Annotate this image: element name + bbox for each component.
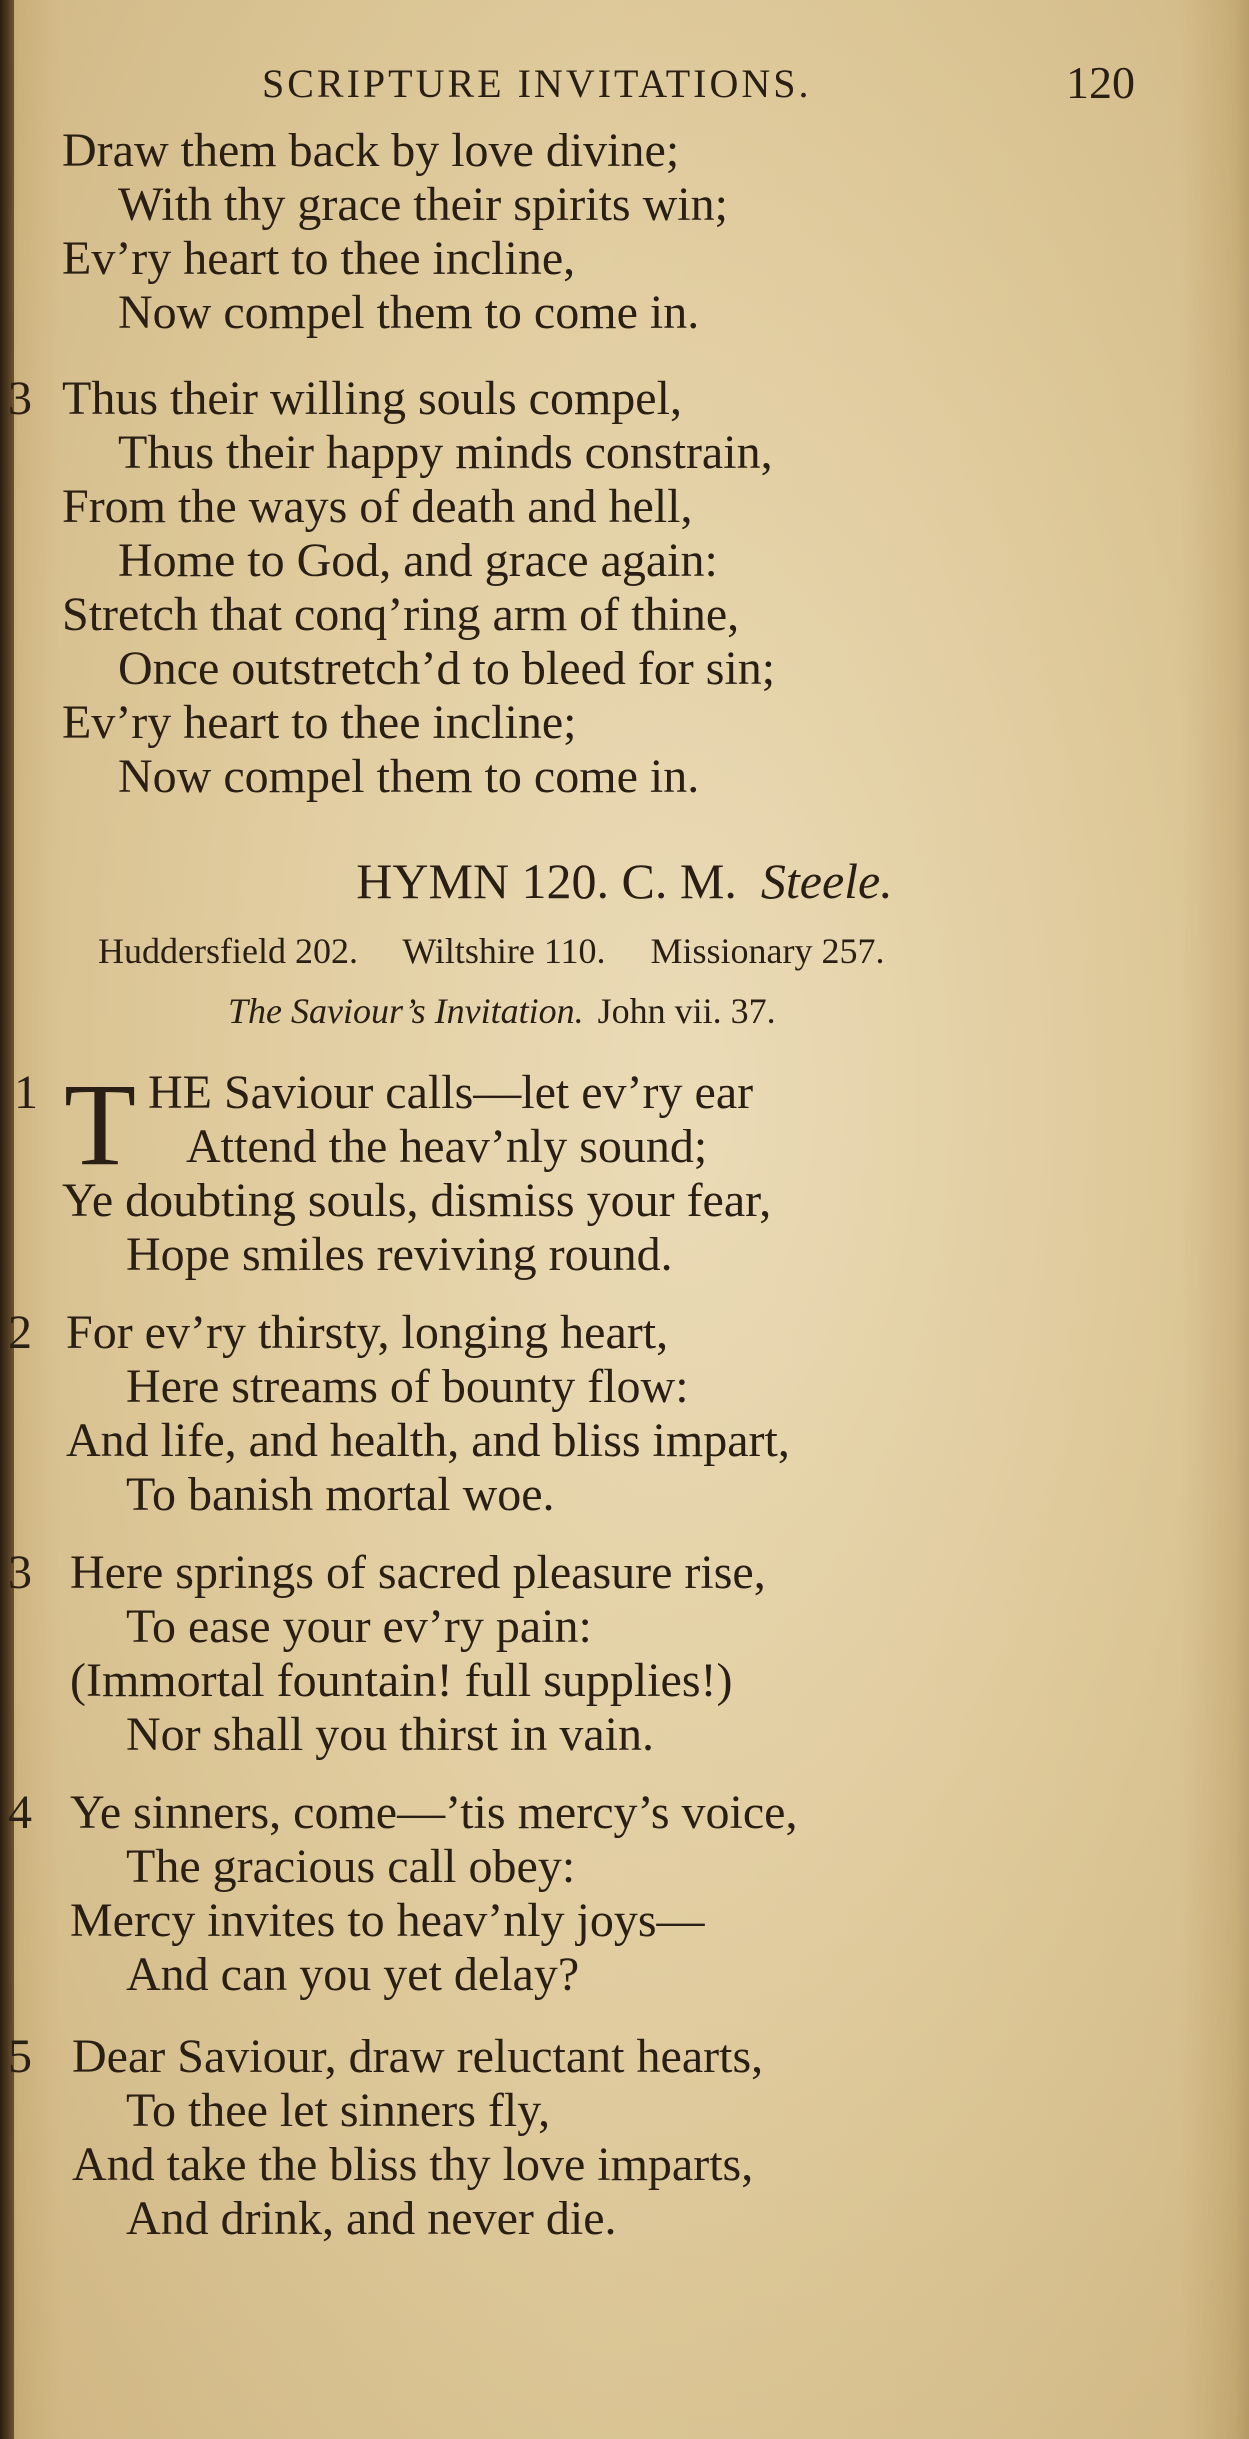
verse-line: With thy grace their spirits win;: [118, 178, 728, 231]
stanza-number: 3: [8, 1546, 32, 1599]
verse-line: Ev’ry heart to thee incline,: [62, 232, 576, 285]
verse-line: Thus their happy minds constrain,: [118, 426, 773, 479]
verse-line: And can you yet delay?: [126, 1948, 580, 2001]
verse-line: Ye sinners, come—’tis mercy’s voice,: [70, 1786, 798, 1839]
verse-line: Attend the heav’nly sound;: [186, 1120, 708, 1173]
verse-line: And life, and health, and bliss impart,: [66, 1414, 790, 1467]
running-head: SCRIPTURE INVITATIONS.: [262, 61, 812, 106]
verse-line: Here springs of sacred pleasure rise,: [70, 1546, 766, 1599]
verse-line: Hope smiles reviving round.: [126, 1228, 673, 1281]
verse-line: To thee let sinners fly,: [126, 2084, 551, 2137]
page-number: 120: [1066, 57, 1135, 108]
verse-line: (Immortal fountain! full supplies!): [70, 1654, 733, 1707]
verse-line: Dear Saviour, draw reluctant hearts,: [72, 2030, 764, 2083]
verse-line: Mercy invites to heav’nly joys—: [70, 1894, 705, 1947]
verse-line: Ye doubting souls, dismiss your fear,: [62, 1174, 772, 1227]
page-header: [0, 56, 1249, 116]
verse-line: Here streams of bounty flow:: [126, 1360, 689, 1413]
hymn-subtitle: [228, 990, 776, 1032]
scripture-reference: John vii. 37.: [597, 991, 776, 1031]
verse-line: Ev’ry heart to thee incline;: [62, 696, 577, 749]
verse-line: For ev’ry thirsty, longing heart,: [66, 1306, 669, 1359]
tune-reference: Wiltshire 110.: [402, 931, 606, 971]
verse-line: Once outstretch’d to bleed for sin;: [118, 642, 776, 695]
verse-line: And drink, and never die.: [126, 2192, 617, 2245]
stanza-number: 3: [8, 372, 32, 425]
stanza-number: 4: [8, 1786, 32, 1839]
verse-line: The gracious call obey:: [126, 1840, 576, 1893]
verse-line: Nor shall you thirst in vain.: [126, 1708, 654, 1761]
stanza-number: 2: [8, 1306, 32, 1359]
verse-line: To banish mortal woe.: [126, 1468, 555, 1521]
hymn-theme: The Saviour’s Invitation.: [228, 991, 584, 1031]
hymn-title: [0, 852, 1249, 910]
verse-line: Stretch that conq’ring arm of thine,: [62, 588, 740, 641]
verse-line: Home to God, and grace again:: [118, 534, 718, 587]
tune-reference: Missionary 257.: [650, 931, 885, 971]
verse-line: And take the bliss thy love imparts,: [72, 2138, 754, 2191]
hymn-number-meter: HYMN 120. C. M.: [356, 853, 737, 909]
stanza-number: 1: [14, 1066, 38, 1119]
tune-reference: Huddersfield 202.: [98, 931, 358, 971]
hymn-author: Steele.: [760, 853, 893, 909]
verse-line: HE Saviour calls—let ev’ry ear: [148, 1066, 754, 1119]
tune-list: [98, 930, 921, 972]
stanza-number: 5: [8, 2030, 32, 2083]
verse-line: Draw them back by love divine;: [62, 124, 680, 177]
verse-line: To ease your ev’ry pain:: [126, 1600, 592, 1653]
verse-line: Now compel them to come in.: [118, 286, 700, 339]
verse-line: Now compel them to come in.: [118, 750, 700, 803]
verse-line: From the ways of death and hell,: [62, 480, 693, 533]
verse-line: Thus their willing souls compel,: [62, 372, 682, 425]
drop-cap: T: [64, 1059, 137, 1190]
